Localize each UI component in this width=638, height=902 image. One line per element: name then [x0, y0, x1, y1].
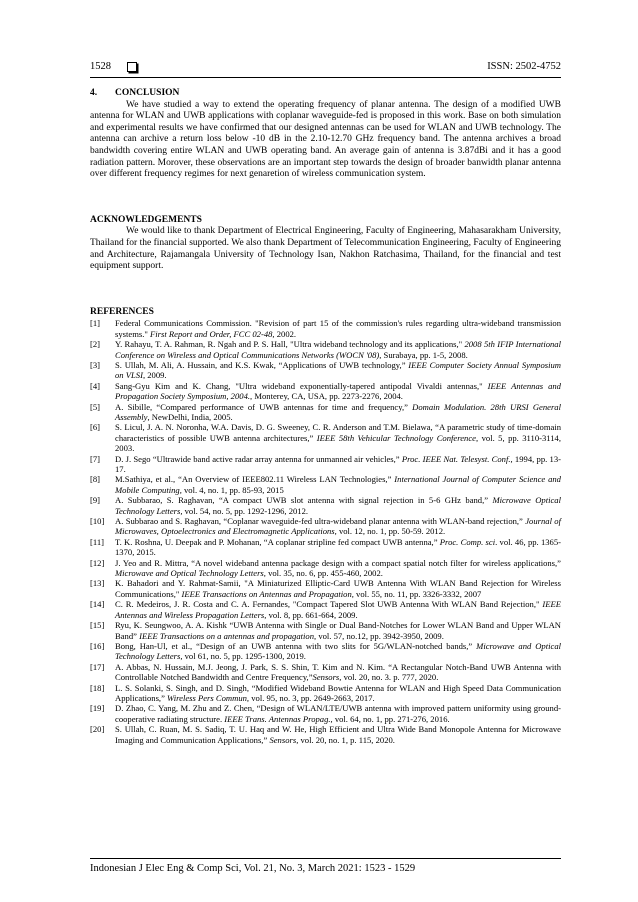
reference-number: [20] — [90, 724, 105, 735]
reference-item — [90, 495, 561, 516]
references-heading: REFERENCES — [90, 306, 154, 317]
reference-item — [90, 474, 561, 495]
reference-number: [14] — [90, 599, 105, 610]
reference-number: [12] — [90, 557, 105, 568]
reference-text: S. Licul, J. A. N. Noronha, W.A. Davis, D. G. Sweeney, C. R. Anderson and T.M. Bielawa, “A parametric study of time-domain characteristics of possible UWB antenna architectures,” — [115, 422, 561, 443]
reference-details: vol. 54, no. 5, pp. 1292-1296, 2012. — [182, 505, 309, 516]
reference-text: Ryu, K. Seungwoo, A. A. Kishk “UWB Antenna with Single or Dual Band-Notches for Lower WLAN Band and Upper WLAN Band” — [115, 620, 561, 641]
reference-source: Sensors — [269, 734, 297, 745]
reference-number: [5] — [90, 401, 101, 412]
reference-number: [17] — [90, 661, 105, 672]
reference-number: [4] — [90, 380, 101, 391]
reference-text: J. Yeo and R. Mittra, “A novel wideband antenna package design with a compact spatial notch filter for wireless applications,” — [115, 557, 561, 568]
reference-source: Microwave and Optical Technology Letters — [115, 640, 561, 662]
reference-details: , vol. 57, no.12, pp. 3942-3950, 2009. — [314, 630, 444, 641]
square-bullet-icon — [127, 62, 137, 72]
reference-item — [90, 537, 561, 558]
reference-item — [90, 402, 561, 423]
reference-item — [90, 641, 561, 662]
reference-source: IEEE 58th Vehicular Technology Conference — [316, 432, 476, 443]
reference-item — [90, 516, 561, 537]
reference-number: [6] — [90, 422, 101, 433]
reference-details: vol. 20, no. 3. p. 777, 2020. — [341, 672, 439, 683]
reference-number: [13] — [90, 578, 105, 589]
reference-item — [90, 381, 561, 402]
reference-number: [11] — [90, 536, 104, 547]
reference-number: [15] — [90, 620, 105, 631]
reference-source: Wireless Pers Commun, — [167, 692, 250, 703]
reference-item — [90, 599, 561, 620]
reference-text: D. J. Sego “Ultrawide band active radar array antenna for unmanned air vehicles,” — [115, 453, 402, 464]
reference-item — [90, 662, 561, 683]
reference-source: Proc. IEEE Nat. Telesyst. Conf. — [401, 453, 511, 464]
reference-number: [7] — [90, 453, 101, 464]
reference-text: A. Subbarao, S. Raghavan, “A compact UWB slot antenna with signal rejection in 5-6 GHz band,” — [115, 495, 493, 506]
reference-details: , vol 61, no. 5, pp. 1295-1300, 2019. — [180, 651, 306, 662]
reference-item — [90, 703, 561, 724]
reference-item — [90, 558, 561, 579]
footer-rule — [90, 858, 561, 859]
reference-source: Microwave Optical Technology Letters, — [115, 495, 561, 516]
reference-number: [9] — [90, 495, 101, 506]
reference-source: IEEE Transactions on a antennas and propagation — [139, 630, 315, 641]
reference-text: S. Ullah, C. Ruan, M. S. Sadiq, T. U. Haq and W. He, High Efficient and Ultra Wide Band Monopole Antenna for Microwave Imaging and Communication Applications,” — [115, 724, 561, 745]
reference-details: vol. 95, no. 3, pp. 2649-2663, 2017. — [249, 692, 375, 703]
reference-item — [90, 422, 561, 453]
section-title: CONCLUSION — [115, 88, 180, 98]
reference-item — [90, 318, 561, 339]
reference-details: , vol. 8, pp. 661-664, 2009. — [264, 609, 358, 620]
reference-number: [8] — [90, 474, 101, 485]
conclusion-paragraph: We have studied a way to extend the operating frequency of planar antenna. The design of a modified UWB antenna for WLAN and UWB applications with coplanar waveguide-fed is proposed in this work. Base on both simulation and experimental results we have confirmed that our designed antennas can be used for WLAN and UWB technology. The antenna can archive a return loss below -10 dB in the 2.10-12.70 GHz frequency band. The antenna archives a broad bandwidth covering entire WLAN and UWB operating band. An average gain of antenna is 3.87dBi and it has a good radiation pattern. Morover, these observations are an important step towards the design of broader banwidth planar antenna over different frequency regimes for next genaretion of wireless communication system. — [90, 99, 561, 180]
header-rule — [90, 77, 561, 78]
reference-source: International Journal of Computer Science and Mobile Computing — [115, 474, 561, 495]
reference-source: Journal of Microwaves, Optoelectronics and Electromagnetic Applications — [115, 516, 561, 537]
reference-details: , Monterey, CA, USA, pp. 2273-2276, 2004. — [250, 391, 403, 402]
reference-text: A. Abbas, N. Hussain, M.J. Jeong, J. Park, S. S. Shin, T. Kim and N. Kim. “A Rectangular Notch-Band UWB Antenna with Controllable Notched Bandwidth and Centre Frequency,” — [115, 661, 561, 683]
reference-details: , 1994, pp. 13-17. — [115, 453, 561, 474]
reference-details: , vol. 64, no. 1, pp. 271-276, 2016. — [330, 713, 450, 724]
page-footer: Indonesian J Elec Eng & Comp Sci, Vol. 21, No. 3, March 2021: 1523 - 1529 — [90, 863, 416, 874]
reference-number: [16] — [90, 640, 105, 651]
reference-details: , NewDelhi, India, 2005. — [147, 411, 233, 422]
reference-source: IEEE Antennas and Propagation Society Symposium, 2004. — [115, 380, 561, 402]
reference-number: [10] — [90, 516, 105, 527]
reference-details: , 2002. — [272, 328, 297, 339]
reference-text: L. S. Solanki, S. Singh, and D. Singh, “Modified Wideband Bowtie Antenna for WLAN and High Speed Data Communication Applications,” — [115, 682, 561, 703]
reference-item — [90, 620, 561, 641]
reference-source: Sensors, — [312, 672, 342, 683]
page-content — [90, 88, 561, 745]
page-header — [90, 60, 561, 76]
reference-source: First Report and Order, FCC 02-48 — [150, 328, 273, 339]
reference-source: IEEE Trans. Antennas Propag. — [224, 713, 331, 724]
reference-details: , Surabaya, pp. 1-5, 2008. — [379, 349, 468, 360]
reference-text: K. Bahadori and Y. Rahmat-Samii, "A Miniaturized Elliptic-Card UWB Antenna With WLAN Band Rejection for Wireless Communications," — [115, 578, 561, 599]
reference-source: IEEE Antennas and Wireless Propagation Letters — [115, 599, 561, 620]
conclusion-heading — [90, 88, 561, 100]
reference-details: , vol. 12, no. 1, pp. 50-59. 2012. — [334, 526, 446, 537]
acknowledgements-heading: ACKNOWLEDGEMENTS — [90, 214, 202, 225]
reference-details: , vol. 5, pp. 3110-3114, 2003. — [115, 432, 561, 454]
reference-source: Microwave and Optical Technology Letters — [115, 568, 264, 579]
reference-text: T. K. Roshna, U. Deepak and P. Mohanan, “A coplanar stripline fed compact UWB antenna,” — [115, 536, 440, 547]
reference-number: [3] — [90, 359, 101, 370]
reference-details: , vol. 20, no. 1, p. 115, 2020. — [296, 734, 395, 745]
reference-details: , vol. 55, no. 11, pp. 3326-3332, 2007 — [351, 588, 482, 599]
reference-details: , 2009. — [142, 370, 167, 381]
reference-text: Federal Communications Commission. "Revision of part 15 of the commission's rules regarding ultra-wideband transmission systems." — [115, 318, 561, 339]
reference-text: Bong, Han-Ul, et al., “Design of an UWB antenna with two slits for 5G/WLAN-notched bands,” — [115, 640, 477, 651]
page-number: 1528 — [90, 61, 111, 72]
reference-item — [90, 724, 561, 745]
reference-item — [90, 454, 561, 475]
reference-text: C. R. Medeiros, J. R. Costa and C. A. Fernandes, "Compact Tapered Slot UWB Antenna With WLAN Band Rejection," — [115, 599, 543, 610]
reference-item — [90, 578, 561, 599]
reference-text: D. Zhao, C. Yang, M. Zhu and Z. Chen, “Design of WLAN/LTE/UWB antenna with improved pattern uniformity using ground-cooperative radiating structure. — [115, 703, 561, 724]
reference-details: . vol. 46, pp. 1365-1370, 2015. — [115, 536, 562, 558]
reference-list — [90, 318, 561, 745]
reference-text: A. Subbarao and S. Raghavan, “Coplanar waveguide-fed ultra-wideband planar antenna with WLAN-band rejection,” — [115, 516, 526, 527]
reference-source: Domain Modulation. 28th URSI General Assembly — [115, 401, 561, 422]
reference-text: S. Ullah, M. Ali, A. Hussain, and K.S. Kwak, “Applications of UWB technology,” — [115, 359, 409, 370]
reference-text: Sang-Gyu Kim and K. Chang, "Ultra wideband exponentially-tapered antipodal Vivaldi antennas," — [115, 380, 488, 391]
reference-item — [90, 683, 561, 704]
reference-source: 2008 5th IFIP International Conference on Wireless and Optical Communications Networks (WOCN '08) — [115, 339, 561, 360]
acknowledgements-paragraph: We would like to thank Department of Electrical Engineering, Faculty of Engineering, Mahasarakham University, Thailand for the financial supported. We also thank Department of Telecommunication Engineering, Faculty of Engineering and Architecture, Rajamangala University of Technology Isan, Nakhon Ratchasima, Thailand, for the financial and test equipment support. — [90, 226, 561, 272]
reference-details: , vol. 4, no. 1, pp. 85-93, 2015 — [179, 484, 284, 495]
reference-source: IEEE Transactions on Antennas and Propagation — [181, 588, 352, 599]
reference-text: A. Sibille, “Compared performance of UWB antennas for time and frequency,” — [115, 401, 413, 412]
reference-item — [90, 360, 561, 381]
reference-number: [18] — [90, 682, 105, 693]
reference-text: Y. Rahayu, T. A. Rahman, R. Ngah and P. S. Hall, "Ultra wideband technology and its applications," — [115, 339, 465, 350]
reference-number: [1] — [90, 318, 101, 329]
reference-number: [2] — [90, 339, 101, 350]
section-number: 4. — [90, 88, 98, 98]
reference-number: [19] — [90, 703, 105, 714]
reference-text: M.Sathiya, et al., “An Overview of IEEE802.11 Wireless LAN Technologies,” — [115, 474, 395, 485]
reference-source: IEEE Computer Society Annual Symposium on VLSI — [115, 359, 561, 381]
reference-item — [90, 339, 561, 360]
reference-details: , vol. 35, no. 6, pp. 455-460, 2002. — [263, 568, 383, 579]
reference-source: Proc. Comp. sci — [439, 536, 496, 547]
issn-label: ISSN: 2502-4752 — [487, 61, 561, 72]
